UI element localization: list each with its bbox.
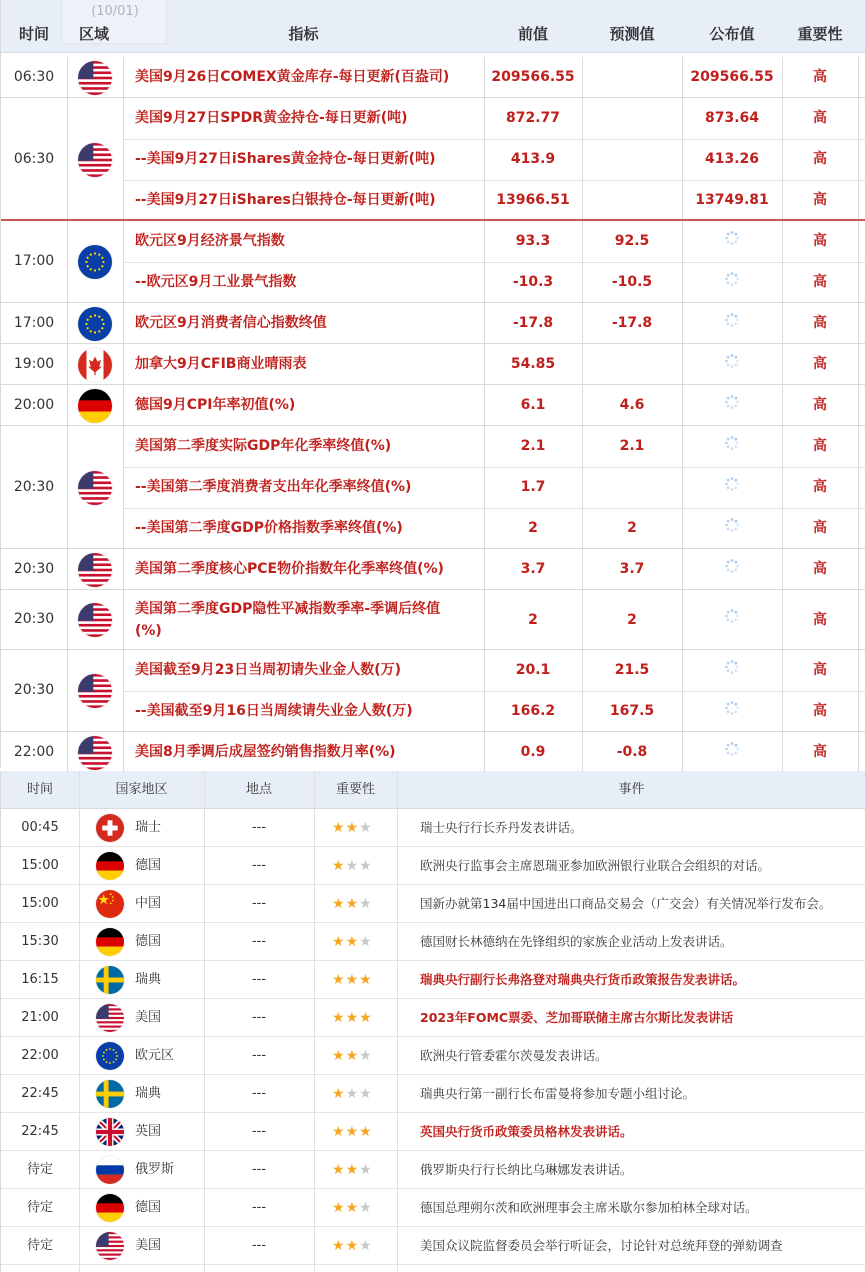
- loading-spinner-icon: [724, 517, 740, 533]
- event-country: 俄罗斯: [135, 1162, 175, 1177]
- importance-stars: [332, 1151, 392, 1189]
- star-filled-icon: ★: [345, 1048, 360, 1064]
- column-divider: [123, 590, 124, 649]
- previous-value: -17.8: [512, 315, 554, 331]
- importance-stars: [332, 1075, 392, 1113]
- event-time: 22:45: [21, 1124, 59, 1139]
- star-filled-icon: ★: [345, 1238, 360, 1254]
- importance-value: 高: [813, 233, 827, 249]
- column-divider: [858, 590, 859, 649]
- star-empty-icon: ★: [359, 1162, 373, 1178]
- event-country: 德国: [135, 858, 162, 873]
- forecast-value: -0.8: [616, 744, 648, 760]
- ch-flag-icon: [96, 814, 124, 842]
- column-divider: [582, 98, 583, 219]
- release-time: 06:30: [13, 68, 55, 85]
- forecast-value: 92.5: [614, 233, 650, 249]
- event-row[interactable]: [1, 809, 865, 847]
- event-location: ---: [251, 1162, 267, 1177]
- loading-spinner-icon: [724, 741, 740, 757]
- event-country: 英国: [135, 1124, 162, 1139]
- us-flag-icon: [78, 603, 112, 637]
- event-time: 15:00: [21, 858, 59, 873]
- event-time: 22:00: [21, 1048, 59, 1063]
- indicator-name[interactable]: --欧元区9月工业景气指数: [135, 274, 297, 290]
- star-filled-icon: ★: [359, 1124, 373, 1140]
- header-indicator: 指标: [288, 25, 319, 43]
- importance-value: 高: [813, 397, 827, 413]
- indicator-group: [1, 732, 865, 773]
- previous-value: 2.1: [520, 438, 546, 454]
- indicator-name[interactable]: 美国9月27日SPDR黄金持仓-每日更新(吨): [135, 110, 408, 126]
- column-divider: [67, 57, 68, 97]
- previous-value: 1.7: [520, 479, 546, 495]
- header-actual: 公布值: [709, 25, 755, 43]
- star-empty-icon: ★: [359, 896, 373, 912]
- event-location: ---: [251, 1124, 267, 1139]
- column-divider: [682, 344, 683, 384]
- column-divider: [682, 303, 683, 343]
- importance-value: 高: [813, 561, 827, 577]
- release-time: 19:00: [13, 355, 55, 372]
- previous-value: 209566.55: [491, 69, 575, 85]
- column-divider: [858, 98, 859, 219]
- indicator-name[interactable]: --美国9月27日iShares白银持仓-每日更新(吨): [135, 192, 436, 208]
- column-divider: [123, 549, 124, 589]
- indicator-group: [1, 344, 865, 385]
- header-event: 事件: [618, 782, 645, 797]
- star-filled-icon: ★: [345, 896, 360, 912]
- forecast-value: 3.7: [619, 561, 645, 577]
- us-flag-icon: [78, 553, 112, 587]
- star-empty-icon: ★: [345, 1086, 360, 1102]
- event-location: ---: [251, 896, 267, 911]
- ca-flag-icon: [78, 348, 112, 382]
- column-divider: [858, 732, 859, 772]
- event-location: ---: [251, 1086, 267, 1101]
- indicator-group: [1, 590, 865, 650]
- star-filled-icon: ★: [332, 1048, 346, 1064]
- previous-value: 2: [528, 520, 538, 536]
- previous-value: 93.3: [515, 233, 551, 249]
- star-filled-icon: ★: [359, 972, 373, 988]
- event-row[interactable]: [1, 1189, 865, 1227]
- previous-value: 166.2: [510, 703, 556, 719]
- loading-spinner-icon: [724, 608, 740, 624]
- column-divider: [682, 549, 683, 589]
- importance-value: 高: [813, 703, 827, 719]
- column-divider: [858, 57, 859, 97]
- previous-value: 2: [528, 612, 538, 628]
- event-country: 瑞典: [135, 1086, 162, 1101]
- forecast-value: -17.8: [611, 315, 653, 331]
- event-location: ---: [251, 972, 267, 987]
- release-time: 20:00: [13, 396, 55, 413]
- indicator-name[interactable]: 欧元区9月消费者信心指数终值: [135, 315, 327, 331]
- event-country: 美国: [135, 1238, 162, 1253]
- event-description[interactable]: 欧洲央行管委霍尔茨曼发表讲话。: [420, 1048, 608, 1063]
- event-location: ---: [251, 934, 267, 949]
- de-flag-icon: [96, 852, 124, 880]
- loading-spinner-icon: [724, 271, 740, 287]
- importance-stars: [332, 999, 392, 1037]
- event-location: ---: [251, 1048, 267, 1063]
- star-empty-icon: ★: [345, 858, 360, 874]
- column-divider: [123, 303, 124, 343]
- cn-flag-icon: [96, 890, 124, 918]
- event-row[interactable]: [1, 1227, 865, 1265]
- column-divider: [67, 426, 68, 548]
- indicator-group: [1, 98, 865, 221]
- column-divider: [682, 732, 683, 772]
- column-divider: [67, 98, 68, 219]
- indicator-group: [1, 426, 865, 549]
- importance-value: 高: [813, 151, 827, 167]
- column-divider: [682, 385, 683, 425]
- importance-stars: [332, 885, 392, 923]
- indicator-name-line1: 美国第二季度GDP隐性平减指数季率-季调后终值: [135, 601, 441, 617]
- eu-flag-icon: [96, 1042, 124, 1070]
- importance-stars: [332, 809, 392, 847]
- star-filled-icon: ★: [345, 1124, 360, 1140]
- column-divider: [858, 549, 859, 589]
- event-row[interactable]: [1, 1037, 865, 1075]
- actual-value: 873.64: [704, 110, 760, 126]
- event-country: 欧元区: [135, 1048, 175, 1063]
- indicator-name[interactable]: --美国9月27日iShares黄金持仓-每日更新(吨): [135, 151, 436, 167]
- star-filled-icon: ★: [332, 820, 346, 836]
- star-filled-icon: ★: [359, 1010, 373, 1026]
- indicator-name[interactable]: --美国第二季度GDP价格指数季率终值(%): [135, 520, 403, 536]
- header-region: 区域: [78, 25, 109, 43]
- header-event-time: 时间: [26, 782, 53, 797]
- event-description[interactable]: 德国财长林德纳在先锋组织的家族企业活动上发表讲话。: [420, 934, 733, 949]
- star-filled-icon: ★: [332, 858, 346, 874]
- us-flag-icon: [78, 674, 112, 708]
- se-flag-icon: [96, 966, 124, 994]
- eu-flag-icon: [78, 245, 112, 279]
- star-filled-icon: ★: [345, 1162, 360, 1178]
- importance-stars: [332, 1189, 392, 1227]
- column-divider: [123, 426, 124, 548]
- event-description[interactable]: 瑞典央行第一副行长布雷曼将参加专题小组讨论。: [420, 1086, 696, 1101]
- indicator-name[interactable]: 美国8月季调后成屋签约销售指数月率(%): [135, 744, 396, 760]
- forecast-value: 2: [627, 520, 637, 536]
- event-description[interactable]: 瑞典央行副行长弗洛登对瑞典央行货币政策报告发表讲话。: [420, 972, 746, 987]
- forecast-value: 167.5: [609, 703, 655, 719]
- loading-spinner-icon: [724, 353, 740, 369]
- previous-value: 872.77: [505, 110, 561, 126]
- actual-value: 13749.81: [695, 192, 769, 208]
- previous-value: 3.7: [520, 561, 546, 577]
- indicator-group: [1, 221, 865, 303]
- importance-value: 高: [813, 356, 827, 372]
- release-time: 20:30: [13, 611, 55, 627]
- de-flag-icon: [78, 389, 112, 423]
- previous-value: 20.1: [515, 662, 551, 678]
- event-location: ---: [251, 858, 267, 873]
- importance-value: 高: [813, 744, 827, 760]
- release-time: 20:30: [13, 478, 55, 495]
- loading-spinner-icon: [724, 312, 740, 328]
- star-filled-icon: ★: [332, 896, 346, 912]
- star-filled-icon: ★: [345, 1200, 360, 1216]
- indicator-name[interactable]: 德国9月CPI年率初值(%): [135, 397, 296, 413]
- indicator-group: [1, 650, 865, 732]
- column-divider: [67, 385, 68, 425]
- star-empty-icon: ★: [359, 1086, 373, 1102]
- us-flag-icon: [78, 61, 112, 95]
- importance-value: 高: [813, 274, 827, 290]
- column-divider: [67, 303, 68, 343]
- indicator-name[interactable]: --美国截至9月16日当周续请失业金人数(万): [135, 703, 413, 719]
- indicator-name[interactable]: 美国截至9月23日当周初请失业金人数(万): [135, 662, 402, 678]
- importance-stars: [332, 1227, 392, 1265]
- column-divider: [123, 385, 124, 425]
- event-time: 22:45: [21, 1086, 59, 1101]
- star-filled-icon: ★: [332, 1086, 346, 1102]
- indicator-name[interactable]: 美国9月26日COMEX黄金库存-每日更新(百盎司): [135, 69, 450, 85]
- us-flag-icon: [96, 1232, 124, 1260]
- actual-value: 209566.55: [690, 69, 774, 85]
- star-empty-icon: ★: [359, 934, 373, 950]
- star-empty-icon: ★: [359, 858, 373, 874]
- event-row[interactable]: [1, 1151, 865, 1189]
- event-description[interactable]: 2023年FOMC票委、芝加哥联储主席古尔斯比发表讲话: [420, 1010, 734, 1025]
- economic-data-header: [1, 0, 865, 53]
- importance-value: 高: [813, 110, 827, 126]
- column-divider: [123, 98, 124, 219]
- indicator-name[interactable]: [135, 598, 475, 642]
- event-location: ---: [251, 1200, 267, 1215]
- event-time: 16:15: [21, 972, 59, 987]
- column-divider: [123, 57, 124, 97]
- eu-flag-icon: [78, 307, 112, 341]
- event-country: 德国: [135, 934, 162, 949]
- release-time: 22:00: [13, 743, 55, 760]
- star-empty-icon: ★: [359, 1238, 373, 1254]
- column-divider: [67, 732, 68, 772]
- events-header: [1, 771, 865, 809]
- event-time: 待定: [26, 1238, 53, 1253]
- indicator-name[interactable]: --美国第二季度消费者支出年化季率终值(%): [135, 479, 412, 495]
- de-flag-icon: [96, 928, 124, 956]
- de-flag-icon: [96, 1194, 124, 1222]
- us-flag-icon: [78, 736, 112, 770]
- date-label[interactable]: (10/01): [91, 4, 139, 19]
- star-filled-icon: ★: [332, 1162, 346, 1178]
- column-divider: [67, 650, 68, 731]
- event-row[interactable]: [1, 999, 865, 1037]
- column-divider: [67, 221, 68, 302]
- star-filled-icon: ★: [332, 1238, 346, 1254]
- event-description[interactable]: 瑞士央行行长乔丹发表讲话。: [420, 820, 583, 835]
- release-time: 20:30: [13, 560, 55, 577]
- event-location: ---: [251, 1010, 267, 1025]
- event-description[interactable]: 国新办就第134届中国进出口商品交易会（广交会）有关情况举行发布会。: [420, 896, 832, 911]
- event-time: 00:45: [21, 820, 59, 835]
- actual-value: 413.26: [704, 151, 760, 167]
- column-divider: [123, 344, 124, 384]
- loading-spinner-icon: [724, 558, 740, 574]
- forecast-value: 2.1: [619, 438, 645, 454]
- importance-value: 高: [813, 438, 827, 454]
- us-flag-icon: [78, 471, 112, 505]
- column-divider: [67, 549, 68, 589]
- star-filled-icon: ★: [332, 1200, 346, 1216]
- header-event-importance: 重要性: [335, 782, 375, 797]
- se-flag-icon: [96, 1080, 124, 1108]
- previous-value: 6.1: [520, 397, 546, 413]
- loading-spinner-icon: [724, 435, 740, 451]
- event-country: 中国: [135, 896, 162, 911]
- event-description[interactable]: 俄罗斯央行行长纳比乌琳娜发表讲话。: [420, 1162, 633, 1177]
- release-time: 17:00: [13, 253, 55, 269]
- importance-stars: [332, 1037, 392, 1075]
- events-table: [0, 771, 865, 1272]
- event-description[interactable]: 英国央行货币政策委员格林发表讲话。: [420, 1124, 633, 1139]
- importance-value: 高: [813, 69, 827, 85]
- header-country: 国家地区: [115, 782, 168, 797]
- loading-spinner-icon: [724, 394, 740, 410]
- us-flag-icon: [96, 1004, 124, 1032]
- star-filled-icon: ★: [332, 934, 346, 950]
- event-country: 瑞典: [135, 972, 162, 987]
- ru-flag-icon: [96, 1156, 124, 1184]
- column-divider: [67, 590, 68, 649]
- previous-value: 0.9: [520, 744, 546, 760]
- star-filled-icon: ★: [345, 820, 360, 836]
- column-divider: [67, 344, 68, 384]
- event-location: ---: [251, 1238, 267, 1253]
- event-description[interactable]: 德国总理朔尔茨和欧洲理事会主席米歇尔参加柏林全球对话。: [420, 1200, 758, 1215]
- event-country: 美国: [135, 1010, 162, 1025]
- release-time: 17:00: [13, 314, 55, 331]
- forecast-value: 21.5: [614, 662, 650, 678]
- importance-stars: [332, 847, 392, 885]
- event-description[interactable]: 美国众议院监督委员会举行听证会，讨论针对总统拜登的弹劾调查: [420, 1238, 783, 1253]
- uk-flag-icon: [96, 1118, 124, 1146]
- header-importance: 重要性: [797, 25, 843, 43]
- header-previous: 前值: [517, 25, 548, 43]
- release-time: 20:30: [13, 682, 55, 698]
- importance-stars: [332, 1113, 392, 1151]
- forecast-value: 4.6: [619, 397, 645, 413]
- importance-value: 高: [813, 612, 827, 628]
- indicator-name[interactable]: 加拿大9月CFIB商业晴雨表: [135, 356, 307, 372]
- header-time: 时间: [18, 25, 49, 43]
- importance-value: 高: [813, 662, 827, 678]
- event-country: 瑞士: [135, 820, 162, 835]
- star-empty-icon: ★: [359, 820, 373, 836]
- event-row[interactable]: [1, 961, 865, 999]
- indicator-name[interactable]: 美国第二季度核心PCE物价指数年化季率终值(%): [135, 561, 444, 577]
- column-divider: [123, 732, 124, 772]
- previous-value: 54.85: [510, 356, 556, 372]
- event-location: ---: [251, 820, 267, 835]
- header-forecast: 预测值: [609, 25, 655, 43]
- indicator-name-line2: (%): [135, 623, 162, 639]
- star-filled-icon: ★: [345, 1010, 360, 1026]
- star-filled-icon: ★: [332, 972, 346, 988]
- indicator-group: [1, 385, 865, 426]
- previous-value: -10.3: [512, 274, 554, 290]
- previous-value: 13966.51: [496, 192, 570, 208]
- loading-spinner-icon: [724, 476, 740, 492]
- indicator-name[interactable]: 欧元区9月经济景气指数: [135, 233, 285, 249]
- event-row[interactable]: [1, 1075, 865, 1113]
- event-country: 德国: [135, 1200, 162, 1215]
- us-flag-icon: [78, 143, 112, 177]
- indicator-group: [1, 57, 865, 98]
- event-description[interactable]: 欧洲央行监事会主席恩瑞亚参加欧洲银行业联合会组织的对话。: [420, 858, 771, 873]
- column-divider: [858, 303, 859, 343]
- loading-spinner-icon: [724, 659, 740, 675]
- importance-value: 高: [813, 315, 827, 331]
- release-time: 06:30: [13, 150, 55, 167]
- event-time: 待定: [26, 1162, 53, 1177]
- star-filled-icon: ★: [345, 934, 360, 950]
- column-divider: [858, 426, 859, 548]
- previous-value: 413.9: [510, 151, 556, 167]
- indicator-name[interactable]: 美国第二季度实际GDP年化季率终值(%): [135, 438, 392, 454]
- star-filled-icon: ★: [345, 972, 360, 988]
- star-empty-icon: ★: [359, 1048, 373, 1064]
- event-time: 15:00: [21, 896, 59, 911]
- star-filled-icon: ★: [332, 1010, 346, 1026]
- column-divider: [582, 57, 583, 97]
- column-divider: [858, 344, 859, 384]
- event-time: 15:30: [21, 934, 59, 949]
- event-time: 21:00: [21, 1010, 59, 1025]
- header-location: 地点: [245, 782, 272, 797]
- event-time: 待定: [26, 1200, 53, 1215]
- forecast-value: -10.5: [611, 274, 653, 290]
- loading-spinner-icon: [724, 700, 740, 716]
- event-row[interactable]: [1, 847, 865, 885]
- indicator-group: [1, 303, 865, 344]
- loading-spinner-icon: [724, 230, 740, 246]
- importance-stars: [332, 961, 392, 999]
- event-row[interactable]: [1, 923, 865, 961]
- star-filled-icon: ★: [332, 1124, 346, 1140]
- column-divider: [858, 385, 859, 425]
- indicator-group: [1, 549, 865, 590]
- star-empty-icon: ★: [359, 1200, 373, 1216]
- importance-value: 高: [813, 520, 827, 536]
- importance-value: 高: [813, 479, 827, 495]
- event-row[interactable]: [1, 1113, 865, 1151]
- column-divider: [582, 344, 583, 384]
- event-row[interactable]: [1, 885, 865, 923]
- column-divider: [682, 590, 683, 649]
- importance-stars: [332, 923, 392, 961]
- column-divider: [682, 426, 683, 548]
- forecast-value: 2: [627, 612, 637, 628]
- importance-value: 高: [813, 192, 827, 208]
